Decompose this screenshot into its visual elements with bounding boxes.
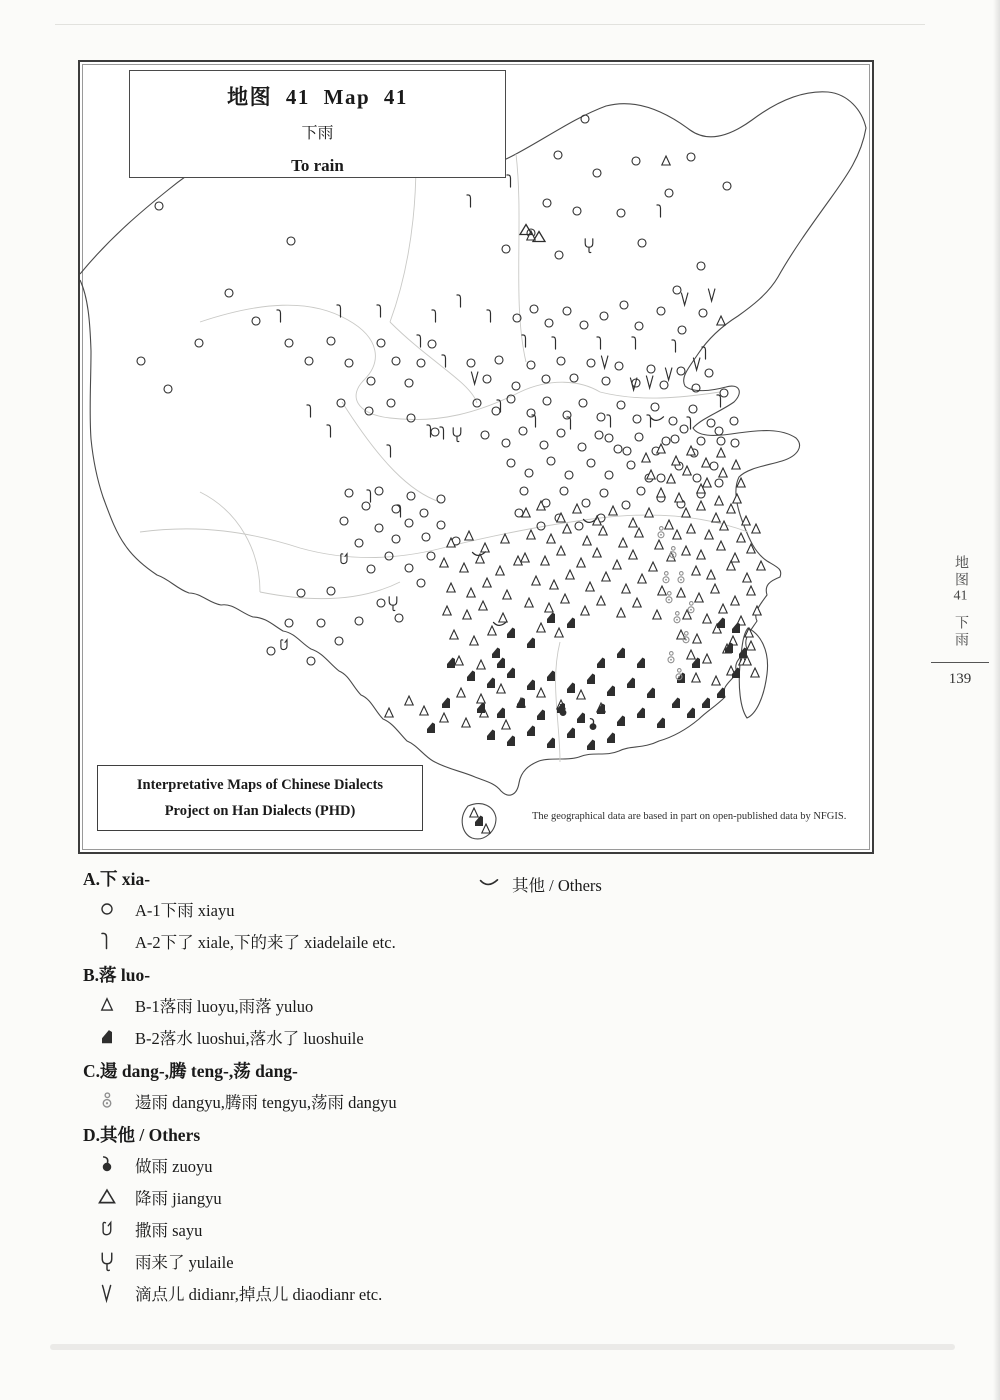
legend-item-label: A-1下雨 xiayu [135,901,235,920]
legend-item-label: 降雨 jiangyu [135,1189,222,1208]
chevron-icon [475,873,503,895]
legend-item-label: 雨来了 yulaile [135,1253,234,1272]
yangtze-river [140,515,748,558]
map-legend [83,866,943,1314]
legend-item [83,930,943,952]
zuoyu-icon [94,1153,120,1177]
china-map-svg [80,62,872,852]
map-title-english: To rain [291,156,344,175]
legend-item-label: B-2落水 luoshui,落水了 luoshuile [135,1029,364,1048]
project-name: Interpretative Maps of Chinese Dialects [136,777,384,793]
legend-item [83,1218,943,1240]
map-title: 地图 41 Map 41 [227,85,408,109]
legend-others-label: 其他 / Others [512,876,602,895]
legend-item [83,1154,943,1176]
legend-item-label: 做雨 zuoyu [135,1157,213,1176]
province-border [556,642,560,762]
scan-artifact-bottom-band [50,1344,955,1350]
legend-item [83,1250,943,1272]
dialect-map-frame [78,60,874,854]
didianr-icon [94,1281,120,1305]
dialect-data-points [137,115,765,833]
jiangyu-icon [94,1185,120,1209]
map-title-box [129,70,506,178]
legend-item [83,1090,943,1112]
map-title-chinese: 下雨 [301,125,334,142]
circle-icon [94,897,120,921]
province-border [390,322,477,403]
project-box [97,765,423,831]
legend-item-label: 逿雨 dangyu,腾雨 tengyu,荡雨 dangyu [135,1093,397,1112]
triangle-icon [94,993,120,1017]
legend-section-title: B.落 luo- [83,965,151,985]
scan-artifact-top-line [55,24,925,25]
legend-item-label: 撒雨 sayu [135,1221,203,1240]
page-margin-block [928,550,992,688]
china-coastline [80,92,866,795]
yulaile-icon [94,1249,120,1273]
dang-icon [94,1089,120,1113]
sayu-icon [94,1217,120,1241]
hook-icon [94,929,120,953]
legend-item-label: 滴点儿 didianr,掉点儿 diaodianr etc. [135,1285,383,1304]
legend-item-label: A-2下了 xiale,下的来了 xiadelaile etc. [135,933,396,952]
legend-item-label: B-1落雨 luoyu,雨落 yuluo [135,997,314,1016]
legend-item [83,898,943,920]
flag-icon [94,1025,120,1049]
china-borders [80,92,866,839]
margin-rule [931,662,989,663]
province-border [516,154,526,362]
scan-artifact-right-edge [993,0,1000,1400]
legend-item [83,994,943,1016]
province-border [200,492,260,592]
geodata-source-note: The geographical data are based in part on open-published data by NFGIS. [532,811,847,822]
legend-section-title: D.其他 / Others [83,1125,201,1145]
province-border [600,392,720,398]
province-border [260,582,400,599]
legend-section-title: A.下 xia- [83,869,151,889]
legend-item [83,1026,943,1048]
legend-others-row [475,872,602,896]
legend-section-title: C.逿 dang-,腾 teng-,荡 dang- [83,1061,298,1081]
page-number: 139 [948,671,972,687]
margin-vertical-title: 地图41下雨 [953,555,968,649]
legend-item [83,1282,943,1304]
project-subname: Project on Han Dialects (PHD) [164,803,356,819]
legend-item [83,1186,943,1208]
